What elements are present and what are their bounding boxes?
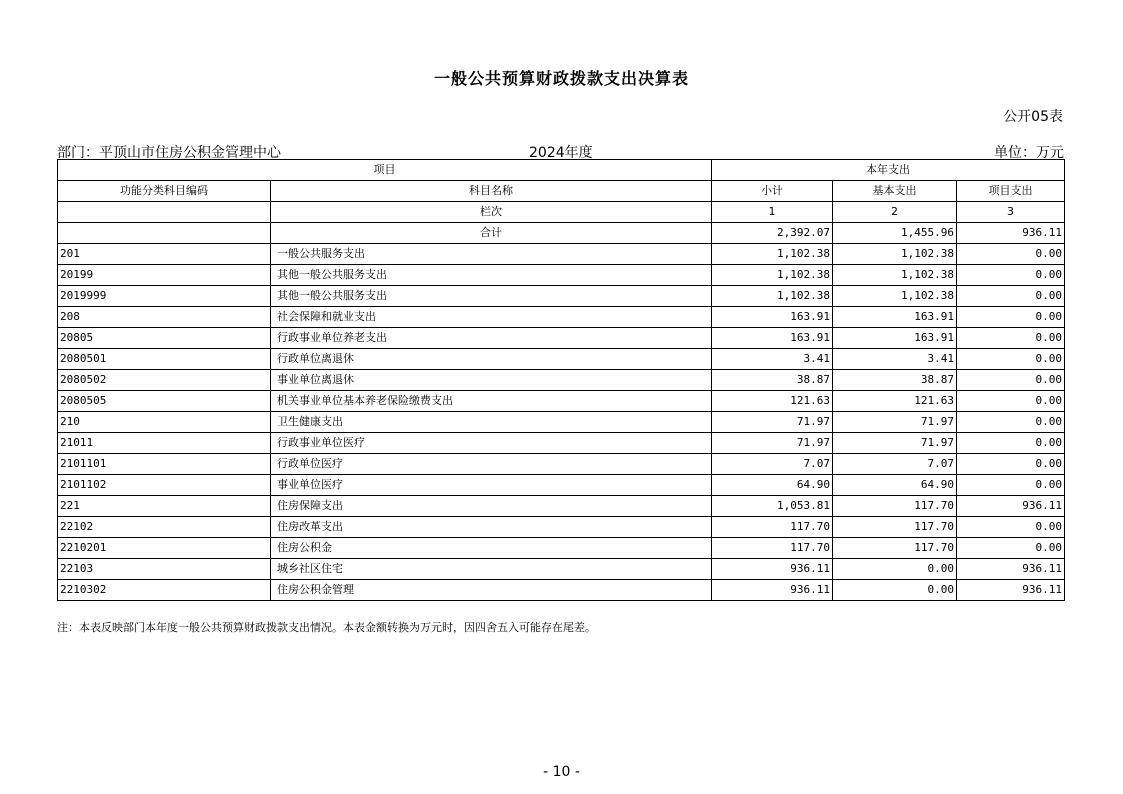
table-number: 公开05表	[1003, 109, 1063, 125]
basic-cell: 1,102.38	[833, 265, 957, 286]
subtotal-cell: 163.91	[712, 328, 833, 349]
name-cell: 其他一般公共服务支出	[271, 265, 712, 286]
code-cell: 2101102	[58, 475, 271, 496]
basic-cell: 38.87	[833, 370, 957, 391]
name-cell: 其他一般公共服务支出	[271, 286, 712, 307]
subtotal-cell: 1,053.81	[712, 496, 833, 517]
table-row	[58, 517, 1065, 538]
project-cell: 0.00	[957, 475, 1065, 496]
basic-cell: 64.90	[833, 475, 957, 496]
column-index-3: 3	[957, 202, 1065, 223]
project-cell: 0.00	[957, 433, 1065, 454]
table-row	[58, 265, 1065, 286]
table-row	[58, 475, 1065, 496]
table-row	[58, 580, 1065, 601]
code-cell: 210	[58, 412, 271, 433]
table-row	[58, 307, 1065, 328]
basic-cell: 117.70	[833, 496, 957, 517]
empty-cell	[58, 223, 271, 244]
basic-cell: 163.91	[833, 307, 957, 328]
project-cell: 0.00	[957, 328, 1065, 349]
table-row	[58, 433, 1065, 454]
name-cell: 事业单位离退休	[271, 370, 712, 391]
subtotal-cell: 163.91	[712, 307, 833, 328]
report-title: 一般公共预算财政拨款支出决算表	[433, 69, 689, 88]
subtotal-cell: 3.41	[712, 349, 833, 370]
total-project: 936.11	[957, 223, 1065, 244]
footnote: 注：本表反映部门本年度一般公共预算财政拨款支出情况。本表金额转换为万元时，因四舍五入可能存在尾差。	[57, 621, 596, 634]
subtotal-cell: 71.97	[712, 433, 833, 454]
name-cell: 社会保障和就业支出	[271, 307, 712, 328]
header-name: 科目名称	[271, 181, 712, 202]
header-row-2	[58, 181, 1065, 202]
empty-cell	[58, 202, 271, 223]
report-meta	[57, 142, 1064, 160]
name-cell: 事业单位医疗	[271, 475, 712, 496]
basic-cell: 163.91	[833, 328, 957, 349]
project-cell: 0.00	[957, 370, 1065, 391]
name-cell: 机关事业单位基本养老保险缴费支出	[271, 391, 712, 412]
subtotal-cell: 1,102.38	[712, 244, 833, 265]
basic-cell: 117.70	[833, 538, 957, 559]
header-basic: 基本支出	[833, 181, 957, 202]
project-cell: 0.00	[957, 391, 1065, 412]
code-cell: 201	[58, 244, 271, 265]
name-cell: 卫生健康支出	[271, 412, 712, 433]
name-cell: 住房改革支出	[271, 517, 712, 538]
subtotal-cell: 121.63	[712, 391, 833, 412]
project-cell: 0.00	[957, 244, 1065, 265]
total-row	[58, 223, 1065, 244]
table-row	[58, 328, 1065, 349]
project-cell: 0.00	[957, 538, 1065, 559]
subtotal-cell: 1,102.38	[712, 265, 833, 286]
name-cell: 行政单位医疗	[271, 454, 712, 475]
code-cell: 2080502	[58, 370, 271, 391]
header-project: 项目支出	[957, 181, 1065, 202]
header-current-year-expense: 本年支出	[712, 160, 1065, 181]
code-cell: 22103	[58, 559, 271, 580]
code-cell: 20805	[58, 328, 271, 349]
name-cell: 行政事业单位养老支出	[271, 328, 712, 349]
page-number: - 10 -	[543, 764, 580, 780]
table-row	[58, 370, 1065, 391]
table-row	[58, 286, 1065, 307]
subtotal-cell: 71.97	[712, 412, 833, 433]
unit-label: 单位：万元	[994, 145, 1064, 161]
column-index-row	[58, 202, 1065, 223]
header-item: 项目	[58, 160, 712, 181]
basic-cell: 0.00	[833, 580, 957, 601]
subtotal-cell: 117.70	[712, 517, 833, 538]
code-cell: 221	[58, 496, 271, 517]
department-label: 部门：平顶山市住房公积金管理中心	[57, 145, 281, 161]
table-row	[58, 412, 1065, 433]
project-cell: 0.00	[957, 349, 1065, 370]
code-cell: 21011	[58, 433, 271, 454]
table-row	[58, 454, 1065, 475]
table-row	[58, 349, 1065, 370]
subtotal-cell: 64.90	[712, 475, 833, 496]
project-cell: 936.11	[957, 496, 1065, 517]
subtotal-cell: 936.11	[712, 580, 833, 601]
total-basic: 1,455.96	[833, 223, 957, 244]
code-cell: 2080505	[58, 391, 271, 412]
table-row	[58, 244, 1065, 265]
subtotal-cell: 936.11	[712, 559, 833, 580]
basic-cell: 7.07	[833, 454, 957, 475]
basic-cell: 1,102.38	[833, 244, 957, 265]
total-label: 合计	[271, 223, 712, 244]
table-row	[58, 538, 1065, 559]
header-subtotal: 小计	[712, 181, 833, 202]
expense-table	[57, 159, 1065, 601]
header-row-1	[58, 160, 1065, 181]
basic-cell: 71.97	[833, 412, 957, 433]
subtotal-cell: 117.70	[712, 538, 833, 559]
name-cell: 住房公积金	[271, 538, 712, 559]
code-cell: 22102	[58, 517, 271, 538]
fiscal-year: 2024年度	[529, 145, 593, 161]
header-code: 功能分类科目编码	[58, 181, 271, 202]
basic-cell: 117.70	[833, 517, 957, 538]
column-index-2: 2	[833, 202, 957, 223]
project-cell: 936.11	[957, 580, 1065, 601]
column-index-label: 栏次	[271, 202, 712, 223]
code-cell: 2210201	[58, 538, 271, 559]
basic-cell: 121.63	[833, 391, 957, 412]
name-cell: 一般公共服务支出	[271, 244, 712, 265]
name-cell: 行政单位离退休	[271, 349, 712, 370]
code-cell: 2019999	[58, 286, 271, 307]
name-cell: 住房保障支出	[271, 496, 712, 517]
project-cell: 0.00	[957, 412, 1065, 433]
code-cell: 20199	[58, 265, 271, 286]
project-cell: 0.00	[957, 307, 1065, 328]
table-row	[58, 559, 1065, 580]
basic-cell: 3.41	[833, 349, 957, 370]
table-row	[58, 391, 1065, 412]
project-cell: 0.00	[957, 286, 1065, 307]
code-cell: 2101101	[58, 454, 271, 475]
code-cell: 2210302	[58, 580, 271, 601]
column-index-1: 1	[712, 202, 833, 223]
subtotal-cell: 38.87	[712, 370, 833, 391]
table-row	[58, 496, 1065, 517]
name-cell: 行政事业单位医疗	[271, 433, 712, 454]
project-cell: 0.00	[957, 517, 1065, 538]
project-cell: 0.00	[957, 265, 1065, 286]
total-subtotal: 2,392.07	[712, 223, 833, 244]
subtotal-cell: 1,102.38	[712, 286, 833, 307]
basic-cell: 1,102.38	[833, 286, 957, 307]
basic-cell: 0.00	[833, 559, 957, 580]
code-cell: 208	[58, 307, 271, 328]
basic-cell: 71.97	[833, 433, 957, 454]
name-cell: 城乡社区住宅	[271, 559, 712, 580]
subtotal-cell: 7.07	[712, 454, 833, 475]
project-cell: 936.11	[957, 559, 1065, 580]
code-cell: 2080501	[58, 349, 271, 370]
project-cell: 0.00	[957, 454, 1065, 475]
name-cell: 住房公积金管理	[271, 580, 712, 601]
